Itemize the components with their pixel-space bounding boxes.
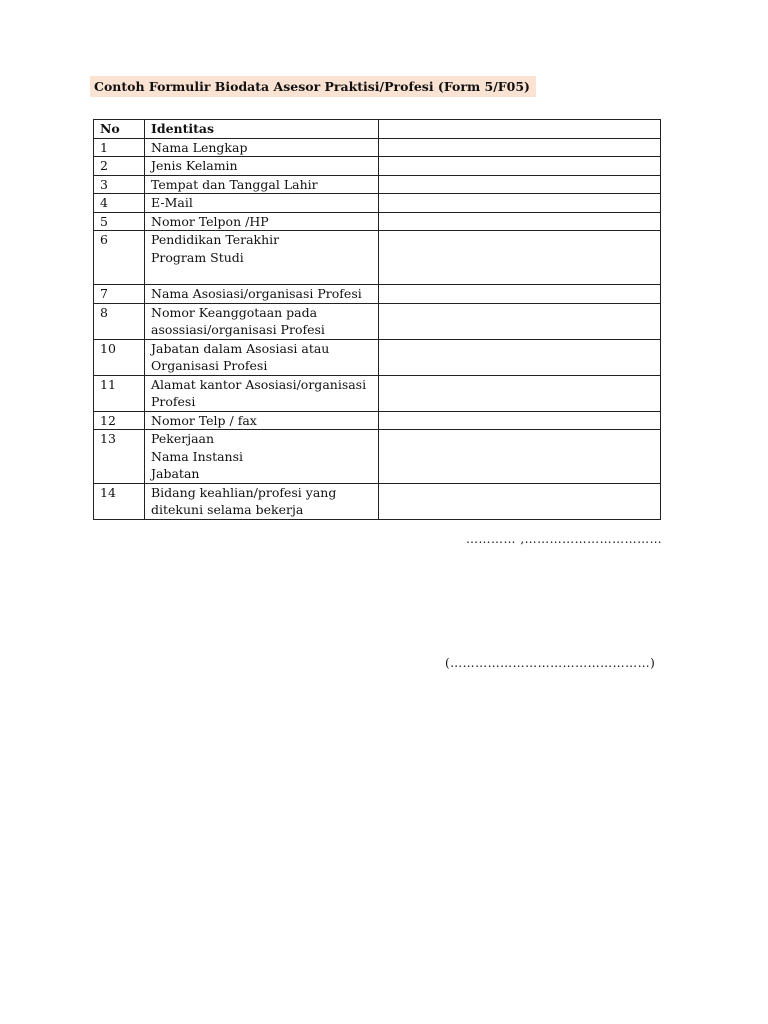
row-number: 5 (94, 212, 145, 231)
value-cell[interactable] (379, 303, 661, 339)
row-label-line: Pekerjaan (151, 431, 215, 446)
row-label-line: Nama Instansi (151, 448, 244, 464)
table-row (94, 157, 661, 176)
row-label-line: asossiasi/organisasi Profesi (151, 322, 325, 337)
header-value (379, 120, 661, 139)
row-label: Nomor Telpon /HP (145, 212, 379, 231)
row-number: 8 (94, 303, 145, 339)
value-cell[interactable] (379, 212, 661, 231)
row-label: Tempat dan Tanggal Lahir (145, 175, 379, 194)
row-number: 11 (94, 375, 145, 411)
row-label: Nomor Telp / fax (145, 411, 379, 430)
value-cell[interactable] (379, 285, 661, 304)
row-label-line: Bidang keahlian/profesi yang (151, 484, 337, 500)
row-label: Jenis Kelamin (145, 157, 379, 176)
biodata-table (93, 119, 661, 520)
value-cell[interactable] (379, 157, 661, 176)
header-no: No (94, 120, 145, 139)
row-label-line: Program Studi (151, 249, 244, 265)
table-header-row (94, 120, 661, 139)
place-date-line: ………… ,…………………………… (466, 532, 663, 546)
row-number: 1 (94, 138, 145, 157)
row-number: 3 (94, 175, 145, 194)
value-cell[interactable] (379, 430, 661, 484)
row-label-line: Profesi (151, 394, 196, 409)
table-row (94, 194, 661, 213)
signature-name-line: (…………………………………………) (445, 656, 656, 670)
row-label (145, 339, 379, 375)
table-row (94, 339, 661, 375)
value-cell[interactable] (379, 194, 661, 213)
row-number: 14 (94, 483, 145, 519)
value-cell[interactable] (379, 231, 661, 285)
row-label (145, 231, 379, 285)
value-cell[interactable] (379, 411, 661, 430)
table-row (94, 430, 661, 484)
header-identitas: Identitas (145, 120, 379, 139)
table-row (94, 175, 661, 194)
form-title-box (90, 76, 536, 97)
value-cell[interactable] (379, 375, 661, 411)
row-number: 4 (94, 194, 145, 213)
row-number: 10 (94, 339, 145, 375)
row-label-line: Pendidikan Terakhir (151, 232, 280, 247)
row-number: 13 (94, 430, 145, 484)
table-row (94, 411, 661, 430)
row-label-line: Jabatan dalam Asosiasi atau (151, 340, 330, 356)
value-cell[interactable] (379, 483, 661, 519)
row-label-line: ditekuni selama bekerja (151, 502, 304, 517)
row-label-line: Jabatan (151, 466, 200, 481)
table-row (94, 138, 661, 157)
row-label: Nama Asosiasi/organisasi Profesi (145, 285, 379, 304)
row-number: 12 (94, 411, 145, 430)
row-label (145, 303, 379, 339)
table-row (94, 212, 661, 231)
row-number: 6 (94, 231, 145, 285)
value-cell[interactable] (379, 339, 661, 375)
row-number: 7 (94, 285, 145, 304)
table-row (94, 285, 661, 304)
row-number: 2 (94, 157, 145, 176)
row-label (145, 430, 379, 484)
row-label-line: Organisasi Profesi (151, 358, 268, 373)
row-label: E-Mail (145, 194, 379, 213)
table-row (94, 231, 661, 285)
value-cell[interactable] (379, 138, 661, 157)
row-label-line: Nomor Keanggotaan pada (151, 304, 318, 320)
row-label-line: Alamat kantor Asosiasi/organisasi (151, 376, 367, 392)
row-label (145, 483, 379, 519)
form-title: Contoh Formulir Biodata Asesor Praktisi/Profesi (Form 5/F05) (94, 79, 530, 94)
row-label: Nama Lengkap (145, 138, 379, 157)
value-cell[interactable] (379, 175, 661, 194)
row-label (145, 375, 379, 411)
table-row (94, 483, 661, 519)
table-row (94, 375, 661, 411)
table-row (94, 303, 661, 339)
